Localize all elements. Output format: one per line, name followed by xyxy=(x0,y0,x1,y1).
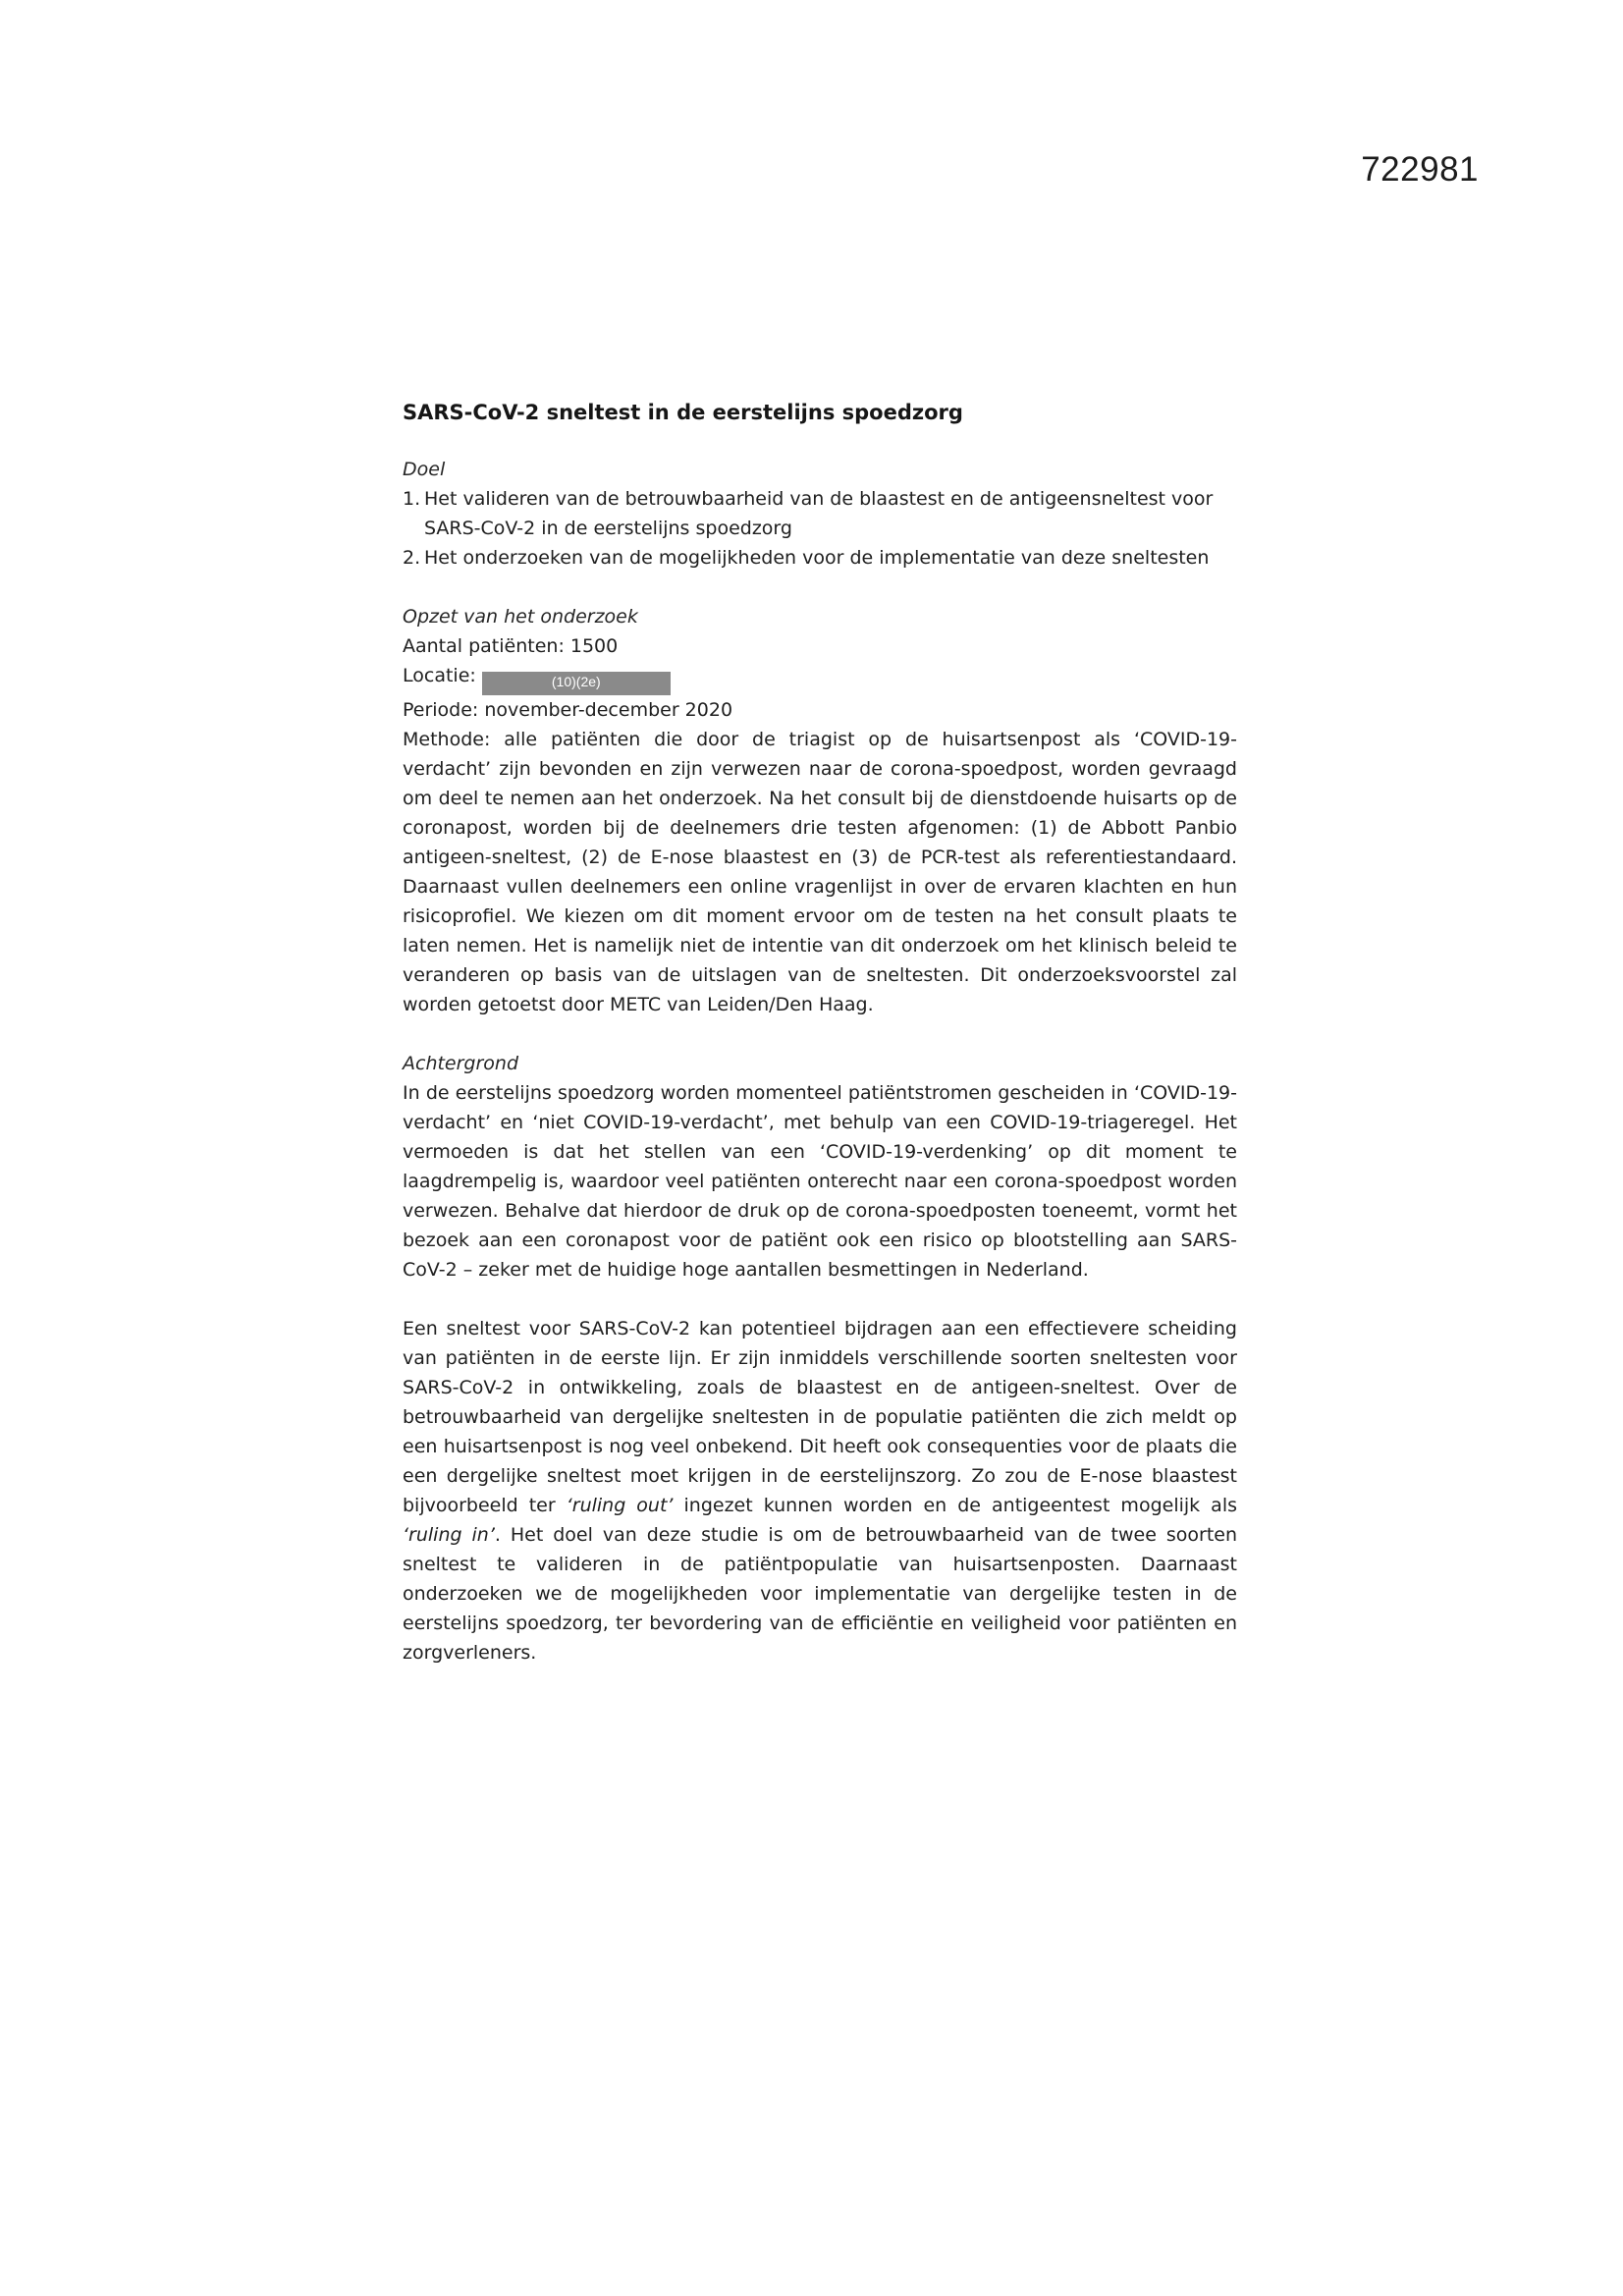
list-item-text: Het onderzoeken van de mogelijkheden voor de implementatie van deze sneltesten xyxy=(424,547,1210,569)
section-achtergrond xyxy=(403,1049,1237,1285)
document-body xyxy=(403,398,1237,1667)
paragraph-text: . Het doel van deze studie is om de betrouwbaarheid van de twee soorten sneltest te valideren in de patiëntpopulatie van huisartsenposten. Daarnaast onderzoeken we de mogelijkheden voor implementatie van dergelijke testen in de eerstelijns spoedzorg, ter bevordering van de efficiëntie en veiligheid voor patiënten en zorgverleners. xyxy=(403,1524,1238,1664)
paragraph-text: Een sneltest voor SARS-CoV-2 kan potentieel bijdragen aan een effectievere scheiding van patiënten in de eerste lijn. Er zijn inmiddels verschillende soorten sneltesten voor SARS-CoV-2 in ontwikkeling, zoals de blaastest en de antigeen-sneltest. Over de betrouwbaarheid van dergelijke sneltesten in de populatie patiënten die zich meldt op een huisartsenpost is nog veel onbekend. Dit heeft ook consequenties voor de plaats die een dergelijke sneltest moet krijgen in de eerstelijnszorg. Zo zou de E-nose blaastest bijvoorbeeld ter xyxy=(403,1318,1237,1516)
patient-count: Aantal patiënten: 1500 xyxy=(403,635,619,657)
list-item-number: 2. xyxy=(403,547,421,569)
document-number: 722981 xyxy=(1361,150,1479,189)
goal-list xyxy=(403,484,1237,573)
method-paragraph: Methode: alle patiënten die door de triagist op de huisartsenpost als ‘COVID-19-verdacht’ zijn bevonden en zijn verwezen naar de corona-spoedpost, worden gevraagd om deel te nemen aan het onderzoek. Na het consult bij de dienstdoende huisarts op de coronapost, worden bij de deelnemers drie testen afgenomen: (1) de Abbott Panbio antigeen-sneltest, (2) de E-nose blaastest en (3) de PCR-test als referentiestandaard. Daarnaast vullen deelnemers een online vragenlijst in over de ervaren klachten en hun risicoprofiel. We kiezen om dit moment ervoor om de testen na het consult plaats te laten nemen. Het is namelijk niet de intentie van dit onderzoek om het klinisch beleid te veranderen op basis van de uitslagen van de sneltesten. Dit onderzoeksvoorstel zal worden getoetst door METC van Leiden/Den Haag. xyxy=(403,729,1237,1015)
section-heading-achtergrond: Achtergrond xyxy=(403,1053,519,1074)
list-item-text: Het valideren van de betrouwbaarheid van de blaastest en de antigeensneltest voor SARS-CoV-2 in de eerstelijns spoedzorg xyxy=(424,488,1214,539)
section-heading-doel: Doel xyxy=(403,459,446,480)
document-title: SARS-CoV-2 sneltest in de eerstelijns spoedzorg xyxy=(403,401,963,424)
period-line: Periode: november-december 2020 xyxy=(403,699,733,721)
list-item-number: 1. xyxy=(403,488,421,510)
emphasis-text: ‘ruling in’ xyxy=(403,1524,495,1546)
list-item xyxy=(403,543,1237,573)
list-item xyxy=(403,484,1237,543)
section-heading-opzet: Opzet van het onderzoek xyxy=(403,606,638,628)
location-label: Locatie: xyxy=(403,665,476,686)
section-opzet xyxy=(403,602,1237,1019)
paragraph-text: ingezet kunnen worden en de antigeentest mogelijk als xyxy=(673,1495,1238,1516)
location-line xyxy=(403,661,1237,695)
background-paragraph-2 xyxy=(403,1314,1237,1667)
emphasis-text: ‘ruling out’ xyxy=(566,1495,674,1516)
background-paragraph-1: In de eerstelijns spoedzorg worden momenteel patiëntstromen gescheiden in ‘COVID-19-verdacht’ en ‘niet COVID-19-verdacht’, met behulp van een COVID-19-triageregel. Het vermoeden is dat het stellen van een ‘COVID-19-verdenking’ op dit moment te laagdrempelig is, waardoor veel patiënten onterecht naar een corona-spoedpost worden verwezen. Behalve dat hierdoor de druk op de corona-spoedposten toeneemt, vormt het bezoek aan een coronapost voor de patiënt ook een risico op blootstelling aan SARS-CoV-2 – zeker met de huidige hoge aantallen besmettingen in Nederland. xyxy=(403,1082,1237,1281)
redaction-box: (10)(2e) xyxy=(482,672,671,695)
